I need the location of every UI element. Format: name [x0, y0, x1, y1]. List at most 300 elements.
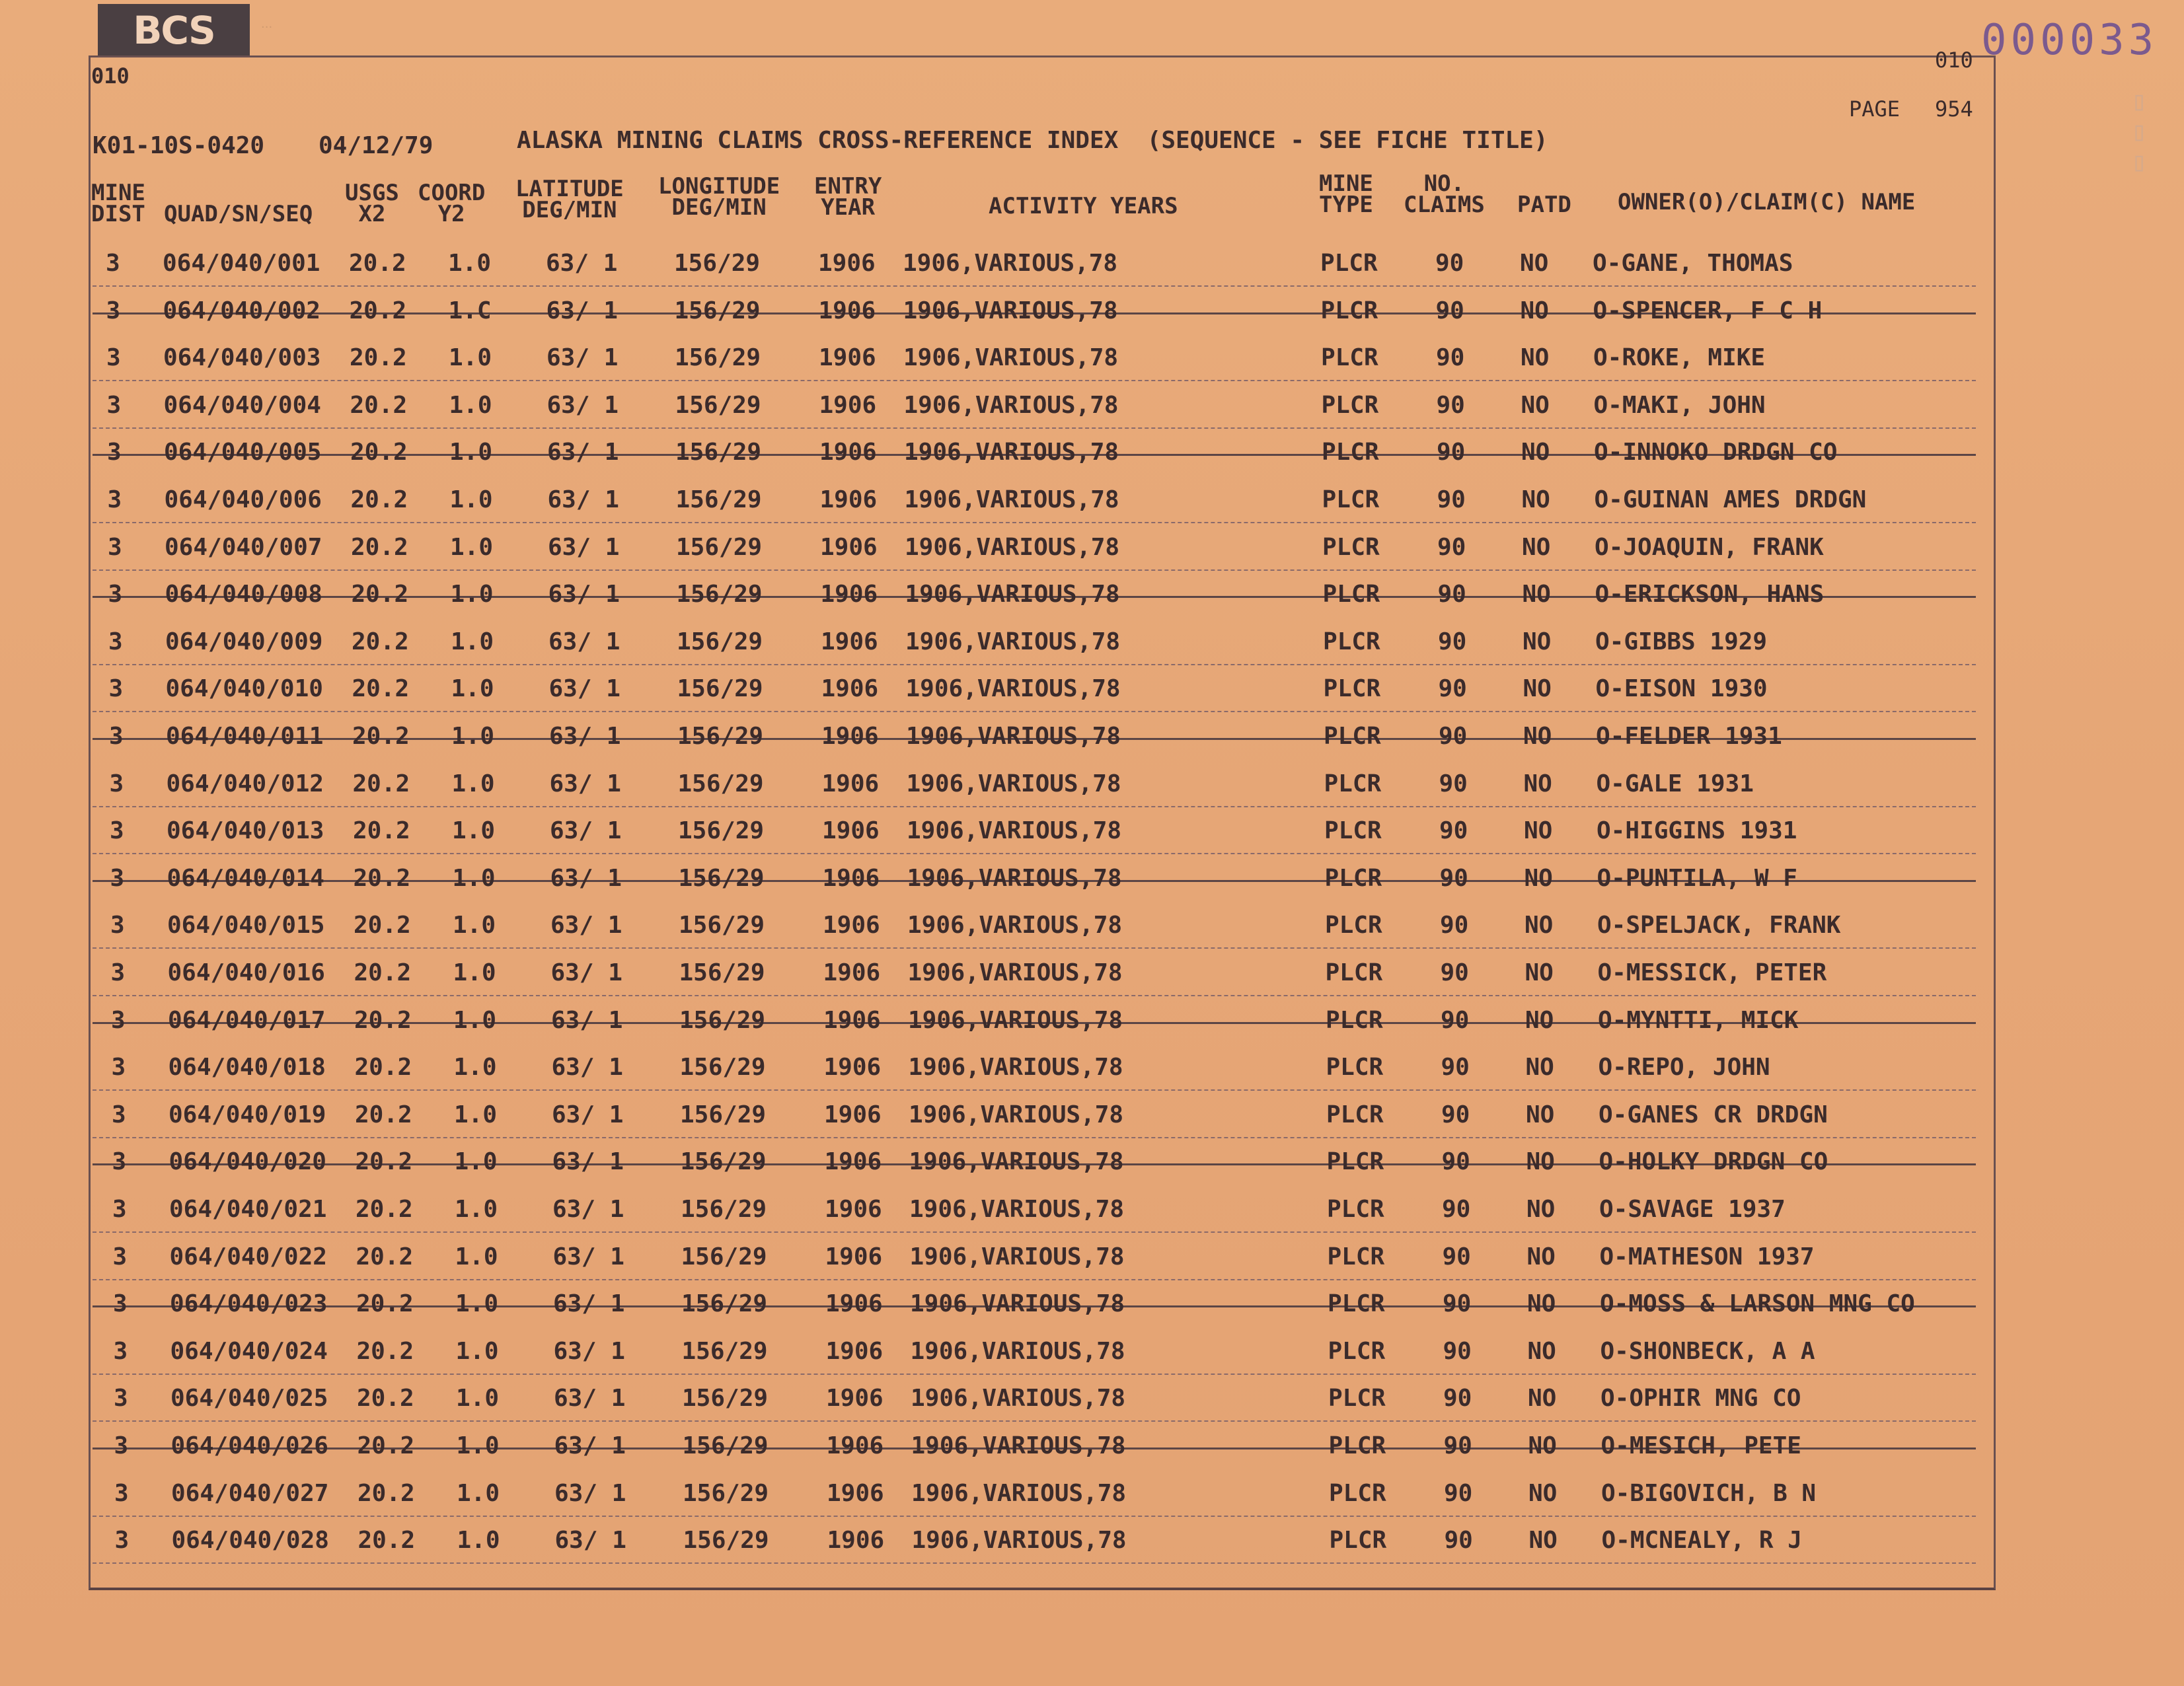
col-header-entry-year: ENTRY YEAR: [814, 173, 882, 221]
longitude-cell: 156/29: [677, 723, 764, 750]
owner-name-cell: O-MYNTTI, MICK: [1598, 1006, 1799, 1034]
no-claims-cell: 90: [1439, 864, 1468, 892]
longitude-cell: 156/29: [674, 297, 761, 324]
quad-cell: 064/040/021: [169, 1196, 327, 1223]
usgs-x2-cell: 20.2: [355, 1148, 413, 1176]
latitude-cell: 63/ 1: [551, 1006, 623, 1034]
usgs-x2-cell: 20.2: [356, 1243, 414, 1270]
report-date: 04/12/79: [319, 132, 433, 159]
activity-years-cell: 1906,VARIOUS,78: [903, 250, 1118, 277]
coord-y2-cell: 1.0: [453, 912, 496, 939]
owner-name-cell: O-ROKE, MIKE: [1593, 344, 1766, 372]
owner-name-cell: O-MESSICK, PETER: [1597, 959, 1827, 986]
col-header-activity-years: ACTIVITY YEARS: [989, 193, 1178, 219]
owner-name-cell: O-INNOKO DRDGN CO: [1594, 439, 1838, 466]
mine-type-cell: PLCR: [1322, 581, 1380, 608]
mine-dist-cell: 3: [112, 1101, 126, 1128]
quad-cell: 064/040/006: [164, 486, 322, 513]
patd-cell: NO: [1524, 817, 1553, 845]
latitude-cell: 63/ 1: [552, 1243, 624, 1270]
entry-year-cell: 1906: [823, 1054, 882, 1081]
activity-years-cell: 1906,VARIOUS,78: [906, 770, 1121, 797]
latitude-cell: 63/ 1: [554, 1527, 626, 1555]
owner-name-cell: O-EISON 1930: [1595, 675, 1768, 703]
mine-dist-cell: 3: [106, 344, 121, 372]
table-row: [93, 287, 1976, 334]
no-claims-cell: 90: [1442, 1196, 1471, 1223]
latitude-cell: 63/ 1: [550, 912, 622, 939]
latitude-cell: 63/ 1: [546, 297, 618, 324]
page-label: PAGE: [1849, 96, 1901, 122]
table-row: [93, 476, 1976, 523]
mine-dist-cell: 3: [106, 297, 121, 324]
owner-name-cell: O-BIGOVICH, B N: [1601, 1479, 1817, 1507]
longitude-cell: 156/29: [677, 770, 764, 797]
latitude-cell: 63/ 1: [553, 1290, 625, 1318]
mine-dist-cell: 3: [108, 533, 122, 561]
patd-cell: NO: [1523, 675, 1552, 703]
table-row: [93, 760, 1976, 807]
coord-y2-cell: 1.0: [448, 250, 492, 277]
patd-cell: NO: [1521, 486, 1550, 513]
longitude-cell: 156/29: [681, 1337, 768, 1365]
col-header-mine-dist: MINE DIST: [91, 180, 145, 227]
longitude-cell: 156/29: [679, 1006, 766, 1034]
mine-dist-cell: 3: [110, 817, 124, 845]
activity-years-cell: 1906,VARIOUS,78: [909, 1243, 1125, 1270]
latitude-cell: 63/ 1: [550, 959, 622, 986]
patd-cell: NO: [1525, 959, 1554, 986]
patd-cell: NO: [1526, 1196, 1556, 1223]
activity-years-cell: 1906,VARIOUS,78: [905, 581, 1120, 608]
owner-name-cell: O-SAVAGE 1937: [1599, 1196, 1786, 1223]
mine-type-cell: PLCR: [1324, 864, 1382, 892]
longitude-cell: 156/29: [679, 1054, 766, 1081]
quad-cell: 064/040/001: [163, 250, 320, 277]
mine-type-cell: PLCR: [1323, 675, 1381, 703]
latitude-cell: 63/ 1: [552, 1148, 624, 1176]
table-row: [93, 1469, 1976, 1517]
usgs-x2-cell: 20.2: [357, 1432, 415, 1459]
patd-cell: NO: [1523, 723, 1552, 750]
usgs-x2-cell: 20.2: [357, 1385, 414, 1412]
mine-dist-cell: 3: [112, 1148, 127, 1176]
usgs-x2-cell: 20.2: [356, 1196, 413, 1223]
no-claims-cell: 90: [1437, 486, 1466, 513]
patd-cell: NO: [1527, 1337, 1556, 1365]
longitude-cell: 156/29: [675, 486, 762, 513]
no-claims-cell: 90: [1435, 250, 1464, 277]
mine-type-cell: PLCR: [1325, 912, 1382, 939]
activity-years-cell: 1906,VARIOUS,78: [903, 391, 1119, 419]
activity-years-cell: 1906,VARIOUS,78: [911, 1479, 1127, 1507]
mine-dist-cell: 3: [106, 391, 122, 419]
entry-year-cell: 1906: [823, 1006, 881, 1034]
coord-y2-cell: 1.0: [451, 675, 494, 703]
coord-y2-cell: 1.0: [451, 628, 494, 655]
usgs-x2-cell: 20.2: [356, 1337, 414, 1365]
longitude-cell: 156/29: [676, 581, 763, 608]
no-claims-cell: 90: [1444, 1527, 1473, 1555]
activity-years-cell: 1906,VARIOUS,78: [909, 1148, 1124, 1176]
latitude-cell: 63/ 1: [549, 770, 621, 797]
no-claims-cell: 90: [1438, 628, 1467, 655]
entry-year-cell: 1906: [818, 250, 876, 277]
latitude-cell: 63/ 1: [546, 391, 619, 419]
entry-year-cell: 1906: [825, 1196, 882, 1223]
activity-years-cell: 1906,VARIOUS,78: [907, 817, 1122, 845]
no-claims-cell: 90: [1438, 675, 1467, 703]
no-claims-cell: 90: [1436, 391, 1465, 419]
owner-name-cell: O-GIBBS 1929: [1595, 628, 1768, 655]
quad-cell: 064/040/017: [168, 1006, 326, 1034]
patd-cell: NO: [1528, 1527, 1558, 1555]
activity-years-cell: 1906,VARIOUS,78: [909, 1101, 1124, 1128]
latitude-cell: 63/ 1: [552, 1101, 624, 1128]
patd-cell: NO: [1526, 1148, 1555, 1176]
mine-type-cell: PLCR: [1322, 439, 1379, 466]
patd-cell: NO: [1527, 1290, 1556, 1318]
no-claims-cell: 90: [1435, 297, 1464, 324]
entry-year-cell: 1906: [822, 864, 880, 892]
col-header-usgs: USGS X2: [345, 180, 399, 227]
entry-year-cell: 1906: [818, 297, 876, 324]
coord-y2-cell: 1.0: [454, 1101, 498, 1128]
mine-dist-cell: 3: [114, 1432, 129, 1459]
no-claims-cell: 90: [1441, 1148, 1470, 1176]
owner-name-cell: O-SHONBECK, A A: [1600, 1337, 1815, 1365]
entry-year-cell: 1906: [822, 817, 880, 845]
mine-type-cell: PLCR: [1328, 1337, 1386, 1365]
mine-dist-cell: 3: [114, 1479, 129, 1507]
latitude-cell: 63/ 1: [548, 628, 621, 655]
latitude-cell: 63/ 1: [550, 864, 622, 892]
entry-year-cell: 1906: [819, 486, 878, 513]
usgs-x2-cell: 20.2: [352, 628, 409, 655]
longitude-cell: 156/29: [678, 864, 765, 892]
mine-type-cell: PLCR: [1329, 1479, 1386, 1507]
longitude-cell: 156/29: [682, 1432, 769, 1459]
coord-y2-cell: 1.0: [455, 1196, 498, 1223]
coord-y2-cell: 1.0: [450, 581, 494, 608]
table-row: [93, 949, 1976, 996]
mine-dist-cell: 3: [108, 675, 124, 703]
longitude-cell: 156/29: [675, 439, 762, 466]
owner-name-cell: O-MOSS & LARSON MNG CO: [1600, 1290, 1915, 1318]
quad-cell: 064/040/004: [163, 391, 321, 419]
coord-y2-cell: 1.0: [456, 1385, 500, 1412]
quad-cell: 064/040/028: [171, 1527, 329, 1555]
table-row: [93, 854, 1976, 902]
mine-dist-cell: 3: [109, 723, 124, 750]
usgs-x2-cell: 20.2: [351, 533, 408, 561]
latitude-cell: 63/ 1: [554, 1385, 626, 1412]
patd-cell: NO: [1521, 344, 1550, 372]
usgs-x2-cell: 20.2: [356, 1290, 414, 1318]
entry-year-cell: 1906: [823, 912, 880, 939]
table-row: [93, 1516, 1976, 1564]
activity-years-cell: 1906,VARIOUS,78: [903, 344, 1119, 372]
table-row: [93, 996, 1976, 1044]
mine-type-cell: PLCR: [1321, 391, 1379, 419]
coord-y2-cell: 1.0: [455, 1243, 498, 1270]
mine-type-cell: PLCR: [1328, 1432, 1386, 1459]
owner-name-cell: O-GUINAN AMES DRDGN: [1594, 486, 1867, 513]
activity-years-cell: 1906,VARIOUS,78: [907, 912, 1123, 939]
mine-dist-cell: 3: [108, 581, 123, 608]
quad-cell: 064/040/008: [165, 581, 322, 608]
mine-dist-cell: 3: [107, 439, 122, 466]
latitude-cell: 63/ 1: [550, 817, 622, 845]
mine-dist-cell: 3: [107, 486, 122, 513]
owner-name-cell: O-GALE 1931: [1596, 770, 1754, 797]
activity-years-cell: 1906,VARIOUS,78: [911, 1385, 1126, 1412]
owner-name-cell: O-OPHIR MNG CO: [1600, 1385, 1801, 1412]
quad-cell: 064/040/024: [170, 1337, 328, 1365]
activity-years-cell: 1906,VARIOUS,78: [909, 1196, 1125, 1223]
table-row: [93, 523, 1976, 571]
table-row: [93, 807, 1976, 854]
owner-name-cell: O-ERICKSON, HANS: [1595, 581, 1825, 608]
latitude-cell: 63/ 1: [549, 723, 621, 750]
mine-dist-cell: 3: [110, 912, 125, 939]
fiche-number-left: 010: [91, 63, 130, 89]
mine-type-cell: PLCR: [1320, 297, 1378, 324]
table-row: [93, 1091, 1976, 1138]
report-title: ALASKA MINING CLAIMS CROSS-REFERENCE INDEX (SEQUENCE - SEE FICHE TITLE): [517, 127, 1548, 154]
longitude-cell: 156/29: [681, 1196, 767, 1223]
usgs-x2-cell: 20.2: [353, 817, 410, 845]
patd-cell: NO: [1526, 1243, 1556, 1270]
usgs-x2-cell: 20.2: [350, 391, 408, 419]
patd-cell: NO: [1523, 770, 1552, 797]
owner-name-cell: O-GANE, THOMAS: [1593, 250, 1793, 277]
quad-cell: 064/040/027: [171, 1479, 329, 1507]
latitude-cell: 63/ 1: [547, 486, 619, 513]
patd-cell: NO: [1521, 439, 1550, 466]
report-id: K01-10S-0420: [93, 132, 265, 159]
quad-cell: 064/040/026: [170, 1432, 328, 1459]
longitude-cell: 156/29: [681, 1290, 768, 1318]
latitude-cell: 63/ 1: [546, 250, 618, 277]
entry-year-cell: 1906: [821, 770, 880, 797]
entry-year-cell: 1906: [827, 1479, 884, 1507]
quad-cell: 064/040/025: [170, 1385, 328, 1412]
table-row: [93, 570, 1976, 618]
table-row: [93, 1374, 1976, 1422]
latitude-cell: 63/ 1: [547, 439, 619, 466]
entry-year-cell: 1906: [826, 1432, 884, 1459]
no-claims-cell: 90: [1439, 723, 1468, 750]
longitude-cell: 156/29: [679, 959, 765, 986]
patd-cell: NO: [1528, 1385, 1557, 1412]
patd-cell: NO: [1525, 1054, 1554, 1081]
table-row: [93, 1327, 1976, 1375]
longitude-cell: 156/29: [676, 533, 763, 561]
owner-name-cell: O-HIGGINS 1931: [1597, 817, 1797, 845]
mine-type-cell: PLCR: [1326, 1101, 1384, 1128]
table-row: [93, 712, 1976, 760]
entry-year-cell: 1906: [825, 1243, 883, 1270]
usgs-x2-cell: 20.2: [354, 1006, 412, 1034]
coord-y2-cell: 1.0: [457, 1479, 500, 1507]
mine-type-cell: PLCR: [1328, 1385, 1386, 1412]
row-rule: [93, 1562, 1976, 1564]
no-claims-cell: 90: [1439, 817, 1468, 845]
latitude-cell: 63/ 1: [554, 1479, 626, 1507]
quad-cell: 064/040/020: [169, 1148, 326, 1176]
usgs-x2-cell: 20.2: [354, 1054, 412, 1081]
side-margin-mark: ▯▯▯: [2124, 86, 2154, 177]
longitude-cell: 156/29: [679, 912, 765, 939]
mine-dist-cell: 3: [111, 1054, 126, 1081]
entry-year-cell: 1906: [821, 675, 879, 703]
faint-header-text: ...: [261, 17, 273, 31]
table-row: [93, 334, 1976, 381]
entry-year-cell: 1906: [825, 1337, 884, 1365]
activity-years-cell: 1906,VARIOUS,78: [910, 1337, 1125, 1365]
owner-name-cell: O-FELDER 1931: [1596, 723, 1782, 750]
patd-cell: NO: [1520, 250, 1549, 277]
mine-type-cell: PLCR: [1320, 250, 1378, 277]
entry-year-cell: 1906: [827, 1527, 885, 1555]
mine-type-cell: PLCR: [1326, 1148, 1384, 1176]
no-claims-cell: 90: [1436, 344, 1465, 372]
col-header-patd: PATD: [1517, 192, 1571, 218]
owner-name-cell: O-GANES CR DRDGN: [1599, 1101, 1828, 1128]
activity-years-cell: 1906,VARIOUS,78: [908, 1054, 1123, 1081]
activity-years-cell: 1906,VARIOUS,78: [907, 864, 1122, 892]
col-header-latitude: LATITUDE DEG/MIN: [515, 176, 624, 223]
owner-name-cell: O-MESICH, PETE: [1600, 1432, 1801, 1459]
coord-y2-cell: 1.0: [449, 391, 492, 419]
usgs-x2-cell: 20.2: [353, 864, 411, 892]
owner-name-cell: O-MCNEALY, R J: [1601, 1527, 1802, 1555]
table-row: [93, 239, 1976, 287]
latitude-cell: 63/ 1: [548, 533, 620, 561]
latitude-cell: 63/ 1: [548, 675, 621, 703]
coord-y2-cell: 1.0: [451, 770, 495, 797]
no-claims-cell: 90: [1441, 1101, 1470, 1128]
latitude-cell: 63/ 1: [551, 1054, 623, 1081]
mine-dist-cell: 3: [113, 1337, 128, 1365]
coord-y2-cell: 1.C: [448, 297, 492, 324]
coord-y2-cell: 1.0: [455, 1337, 499, 1365]
bcs-logo: BCS: [98, 4, 250, 57]
col-header-coord: COORD Y2: [418, 180, 486, 227]
entry-year-cell: 1906: [825, 1290, 883, 1318]
quad-cell: 064/040/007: [165, 533, 322, 561]
quad-cell: 064/040/005: [164, 439, 322, 466]
quad-cell: 064/040/016: [167, 959, 325, 986]
mine-dist-cell: 3: [111, 1006, 126, 1034]
col-header-mine-type: MINE TYPE: [1319, 170, 1373, 218]
table-row: [93, 1138, 1976, 1185]
mine-type-cell: PLCR: [1322, 486, 1380, 513]
patd-cell: NO: [1522, 581, 1551, 608]
owner-name-cell: O-SPELJACK, FRANK: [1597, 912, 1841, 939]
coord-y2-cell: 1.0: [449, 344, 492, 372]
usgs-x2-cell: 20.2: [350, 486, 408, 513]
entry-year-cell: 1906: [820, 581, 878, 608]
longitude-cell: 156/29: [677, 628, 763, 655]
table-row: [93, 618, 1976, 665]
longitude-cell: 156/29: [677, 675, 763, 703]
longitude-cell: 156/29: [683, 1527, 769, 1555]
usgs-x2-cell: 20.2: [355, 1101, 412, 1128]
patd-cell: NO: [1525, 1006, 1554, 1034]
quad-cell: 064/040/023: [170, 1290, 328, 1318]
entry-year-cell: 1906: [821, 628, 878, 655]
quad-cell: 064/040/010: [165, 675, 323, 703]
no-claims-cell: 90: [1444, 1479, 1473, 1507]
longitude-cell: 156/29: [682, 1385, 769, 1412]
no-claims-cell: 90: [1437, 439, 1466, 466]
owner-name-cell: O-MAKI, JOHN: [1593, 391, 1766, 419]
mine-dist-cell: 3: [114, 1385, 128, 1412]
table-row: [93, 1233, 1976, 1280]
patd-cell: NO: [1524, 864, 1553, 892]
table-row: [93, 1185, 1976, 1233]
table-row: [93, 901, 1976, 949]
owner-name-cell: O-HOLKY DRDGN CO: [1599, 1148, 1828, 1176]
entry-year-cell: 1906: [821, 723, 879, 750]
mine-type-cell: PLCR: [1327, 1243, 1385, 1270]
no-claims-cell: 90: [1441, 1054, 1470, 1081]
usgs-x2-cell: 20.2: [349, 250, 406, 277]
longitude-cell: 156/29: [681, 1243, 767, 1270]
coord-y2-cell: 1.0: [449, 439, 493, 466]
activity-years-cell: 1906,VARIOUS,78: [904, 439, 1119, 466]
latitude-cell: 63/ 1: [546, 344, 619, 372]
no-claims-cell: 90: [1441, 1006, 1470, 1034]
coord-y2-cell: 1.0: [453, 959, 496, 986]
longitude-cell: 156/29: [675, 391, 761, 419]
latitude-cell: 63/ 1: [548, 581, 620, 608]
usgs-x2-cell: 20.2: [352, 723, 410, 750]
mine-type-cell: PLCR: [1326, 1054, 1384, 1081]
quad-cell: 064/040/022: [169, 1243, 327, 1270]
usgs-x2-cell: 20.2: [350, 439, 408, 466]
fiche-number-right: 010: [1935, 48, 1973, 73]
patd-cell: NO: [1521, 391, 1550, 419]
mine-dist-cell: 3: [110, 959, 126, 986]
no-claims-cell: 90: [1443, 1290, 1472, 1318]
mine-type-cell: PLCR: [1326, 1006, 1383, 1034]
no-claims-cell: 90: [1442, 1243, 1471, 1270]
col-header-owner-claim-name: OWNER(O)/CLAIM(C) NAME: [1618, 189, 1916, 215]
patd-cell: NO: [1522, 533, 1551, 561]
longitude-cell: 156/29: [680, 1148, 767, 1176]
longitude-cell: 156/29: [680, 1101, 767, 1128]
coord-y2-cell: 1.0: [452, 864, 496, 892]
coord-y2-cell: 1.0: [456, 1432, 500, 1459]
mine-type-cell: PLCR: [1329, 1527, 1387, 1555]
mine-type-cell: PLCR: [1324, 817, 1382, 845]
coord-y2-cell: 1.0: [449, 486, 493, 513]
coord-y2-cell: 1.0: [453, 1006, 497, 1034]
no-claims-cell: 90: [1439, 770, 1468, 797]
coord-y2-cell: 1.0: [451, 723, 495, 750]
quad-cell: 064/040/019: [169, 1101, 326, 1128]
activity-years-cell: 1906,VARIOUS,78: [905, 533, 1120, 561]
owner-name-cell: O-SPENCER, F C H: [1593, 297, 1823, 324]
quad-cell: 064/040/012: [166, 770, 324, 797]
entry-year-cell: 1906: [819, 391, 877, 419]
owner-name-cell: O-PUNTILA, W F: [1597, 864, 1797, 892]
usgs-x2-cell: 20.2: [351, 581, 409, 608]
owner-name-cell: O-REPO, JOHN: [1598, 1054, 1770, 1081]
